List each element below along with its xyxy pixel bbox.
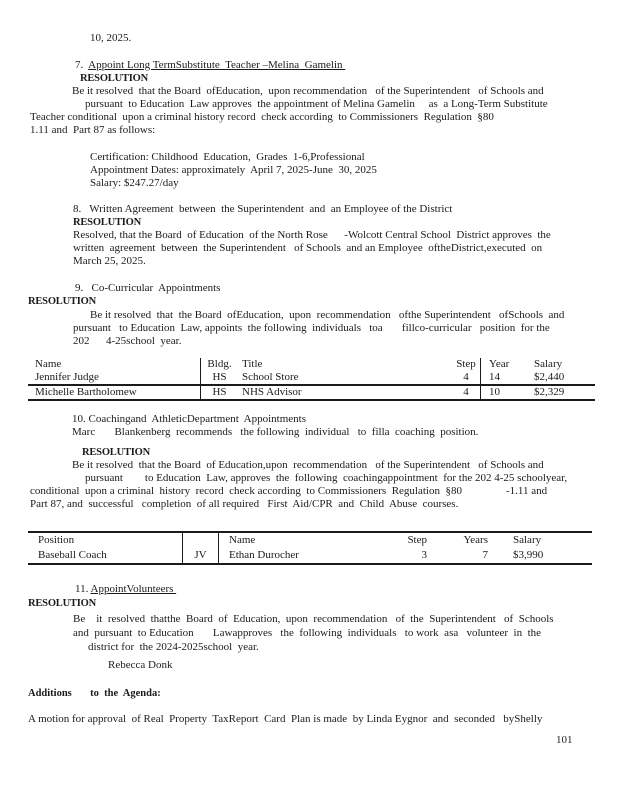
- column-header: Salary: [534, 358, 563, 370]
- co-curricular-table: [28, 358, 595, 401]
- item7-title: Appoint Long TermSubstitute Teacher –Melina Gamelin: [88, 59, 346, 71]
- item8-heading: 8. Written Agreement between the Superintendent and an Employee of the District: [73, 203, 453, 215]
- table-header-row: [28, 358, 595, 371]
- cell-bldg: HS: [201, 385, 239, 400]
- item10-body-line: Be it resolved that the Board of Education,upon recommendation of the Superintendent of Schools and: [72, 459, 544, 471]
- column-header: Bldg.: [207, 358, 232, 370]
- table-row: [28, 371, 595, 385]
- item10-intro-line: Marc Blankenberg recommends the following individual to filla coaching position.: [72, 426, 479, 438]
- column-header: Name: [28, 358, 201, 371]
- date-line: 10, 2025.: [90, 32, 132, 44]
- salary-line: Salary: $247.27/day: [90, 177, 179, 189]
- cell-position: Baseball Coach: [28, 548, 183, 564]
- item9-heading: 9. Co-Curricular Appointments: [75, 282, 221, 294]
- item11-body-line: and pursuant to Education Lawapproves the following individuals to work asa volunteer in the: [73, 627, 542, 639]
- coaching-table: [28, 531, 592, 565]
- item11-number: 11.: [75, 583, 91, 595]
- item10-body-line: conditional upon a criminal history record check according to Commissioners Regulation §80 -1.11 and: [30, 485, 548, 497]
- cell-year: 14: [481, 371, 527, 385]
- cell-title: School Store: [238, 371, 452, 385]
- column-header: Salary: [513, 534, 542, 546]
- appointment-dates-line: Appointment Dates: approximately April 7, 2025-June 30, 2025: [90, 164, 377, 176]
- column-header: Step: [407, 534, 427, 546]
- item11-resolution-label: RESOLUTION: [28, 598, 97, 609]
- item9-body-line: Be it resolved that the Board ofEducation, upon recommendation ofthe Superintendent ofSchools and: [90, 309, 565, 321]
- column-header: Name: [229, 534, 256, 546]
- item7-body-line: Teacher conditional upon a criminal history record check according to Commissioners Regulation §80: [30, 111, 494, 123]
- cell-bldg: HS: [201, 371, 239, 385]
- volunteer-name: Rebecca Donk: [108, 659, 173, 671]
- cell-name: Jennifer Judge: [28, 371, 201, 385]
- item11-heading: [75, 583, 176, 596]
- cell-step: 4: [452, 385, 481, 400]
- item7-body-line: Be it resolved that the Board ofEducation, upon recommendation of the Superintendent of Schools and: [72, 85, 544, 97]
- cell-step: 4: [452, 371, 481, 385]
- table-header-row: [28, 532, 592, 548]
- item11-body-line: district for the 2024-2025school year.: [88, 641, 259, 653]
- certification-line: Certification: Childhood Education, Grades 1-6,Professional: [90, 151, 365, 163]
- item7-resolution-label: RESOLUTION: [80, 73, 149, 84]
- page-number: 101: [556, 734, 573, 746]
- item8-body-line: written agreement between the Superintendent of Schools and an Employee oftheDistrict,executed on: [73, 242, 543, 254]
- item10-body-line: pursuant to Education Law, approves the following coachingappointment for the 202 4-25 schoolyear,: [85, 472, 568, 484]
- item10-heading: 10. Coachingand AthleticDepartment Appointments: [72, 413, 307, 425]
- item10-body-line: Part 87, and successful completion of all required First Aid/CPR and Child Abuse courses.: [30, 498, 459, 510]
- cell-salary: $3,990: [513, 549, 544, 561]
- item9-body-line: pursuant to Education Law, appoints the following individuals toa fillco-curricular position for the: [73, 322, 550, 334]
- column-header: Title: [242, 358, 263, 370]
- item9-resolution-label: RESOLUTION: [28, 296, 97, 307]
- column-header: Step: [452, 358, 481, 371]
- item7-number: 7.: [75, 59, 89, 71]
- cell-name: Michelle Bartholomew: [28, 385, 201, 400]
- item8-body-line: Resolved, that the Board of Education of the North Rose -Wolcott Central School District approves the: [73, 229, 551, 241]
- item10-resolution-label: RESOLUTION: [82, 447, 151, 458]
- item7-body-line: 1.11 and Part 87 as follows:: [30, 124, 156, 136]
- column-header: Position: [28, 532, 183, 548]
- cell-years: 7: [482, 549, 488, 561]
- cell-year: 10: [481, 385, 527, 400]
- cell-step: 3: [421, 549, 427, 561]
- additions-heading: Additions to the Agenda:: [28, 688, 161, 699]
- motion-line: A motion for approval of Real Property TaxReport Card Plan is made by Linda Eygnor and seconded byShelly: [28, 713, 543, 725]
- cell-salary: $2,329: [526, 385, 595, 400]
- cell-title: NHS Advisor: [238, 385, 452, 400]
- cell-level: JV: [183, 548, 219, 564]
- item8-body-line: March 25, 2025.: [73, 255, 146, 267]
- item7-heading: [75, 59, 345, 72]
- item11-body-line: Be it resolved thatthe Board of Education, upon recommendation of the Superintendent of Schools: [73, 613, 554, 625]
- cell-salary: $2,440: [526, 371, 595, 385]
- column-header: [183, 532, 219, 548]
- table-row: [28, 548, 592, 564]
- item8-resolution-label: RESOLUTION: [73, 217, 142, 228]
- item11-title: AppointVolunteers: [90, 583, 177, 595]
- column-header: Year: [489, 358, 510, 370]
- column-header: Years: [463, 534, 488, 546]
- item7-body-line: pursuant to Education Law approves the appointment of Melina Gamelin as a Long-Term Substitute: [85, 98, 548, 110]
- cell-name: Ethan Durocher: [229, 549, 299, 561]
- item9-body-line: 202 4-25school year.: [73, 335, 182, 347]
- table-row: [28, 385, 595, 400]
